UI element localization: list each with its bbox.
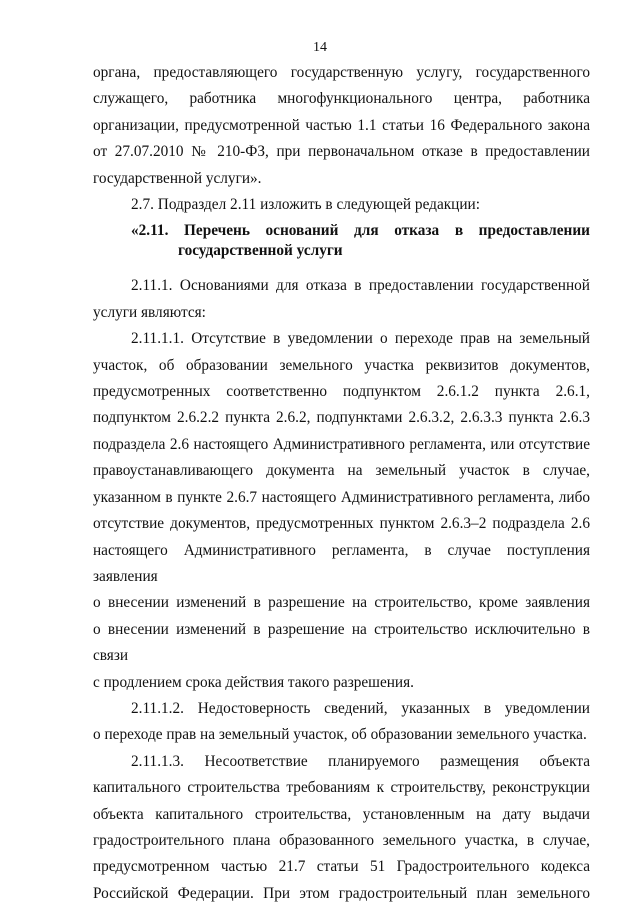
text-line: государственной услуги».	[93, 169, 262, 187]
paragraph-2-7	[93, 192, 590, 218]
section-heading-2-11	[93, 221, 590, 261]
text-line: объекта капитального строительства, установленным на дату выдачи	[93, 805, 590, 823]
text-line: о внесении изменений в разрешение на строительство исключительно в связи	[93, 620, 590, 665]
paragraph-continuation	[93, 60, 590, 192]
text-line: предусмотренных соответственно подпунктом 2.6.1.2 пункта 2.6.1,	[93, 383, 590, 401]
paragraph-2-11-1	[93, 273, 590, 326]
text-line: органа, предоставляющего государственную услугу, государственного	[93, 64, 590, 81]
text-line: услуги являются:	[93, 303, 206, 321]
heading-line: «2.11. Перечень оснований для отказа в предоставлении	[131, 222, 590, 240]
heading-line: государственной услуги	[178, 242, 343, 260]
paragraph-2-11-1-3	[93, 749, 590, 907]
paragraph-2-11-1-2	[93, 696, 590, 749]
text-line: участок, об образовании земельного участка реквизитов документов,	[93, 356, 590, 374]
text-line: 2.11.1.1. Отсутствие в уведомлении о переходе прав на земельный	[131, 330, 590, 348]
text-line: градостроительного плана образованного земельного участка, в случае,	[93, 831, 590, 849]
text-line: о внесении изменений в разрешение на строительство, кроме заявления	[93, 594, 590, 612]
text-line: отсутствие документов, предусмотренных пунктом 2.6.3–2 подраздела 2.6	[93, 515, 590, 533]
text-line: капитального строительства требованиям к строительству, реконструкции	[93, 779, 590, 797]
text-line: 2.11.1.2. Недостоверность сведений, указанных в уведомлении	[131, 699, 590, 717]
text-line: подпунктом 2.6.2.2 пункта 2.6.2, подпунктами 2.6.3.2, 2.6.3.3 пункта 2.6.3	[93, 409, 590, 427]
text-line: о переходе прав на земельный участок, об образовании земельного участка.	[93, 726, 587, 744]
page-number: 14	[313, 40, 327, 55]
text-line: с продлением срока действия такого разрешения.	[93, 673, 414, 691]
text-line: 2.11.1.3. Несоответствие планируемого размещения объекта	[131, 752, 590, 770]
text-line: 2.11.1. Основаниями для отказа в предоставлении государственной	[131, 277, 590, 295]
text-line: организации, предусмотренной частью 1.1 статьи 16 Федерального закона	[93, 116, 590, 134]
text-line: правоустанавливающего документа на земельный участок в случае,	[93, 462, 590, 480]
text-line: указанном в пункте 2.6.7 настоящего Административного регламента, либо	[93, 488, 590, 506]
paragraph-2-11-1-1	[93, 326, 590, 696]
text-line: Российской Федерации. При этом градостроительный план земельного	[93, 884, 590, 902]
text-line: подраздела 2.6 настоящего Административного регламента, или отсутствие	[93, 435, 590, 453]
text-line: предусмотренном частью 21.7 статьи 51 Градостроительного кодекса	[93, 858, 590, 876]
text-line: служащего, работника многофункционального центра, работника	[93, 90, 590, 108]
document-body	[93, 60, 590, 907]
text-line: 2.7. Подраздел 2.11 изложить в следующей редакции:	[131, 196, 480, 214]
text-line: настоящего Административного регламента, в случае поступления заявления	[93, 541, 590, 585]
text-line: от 27.07.2010 № 210-ФЗ, при первоначальном отказе в предоставлении	[93, 143, 590, 161]
